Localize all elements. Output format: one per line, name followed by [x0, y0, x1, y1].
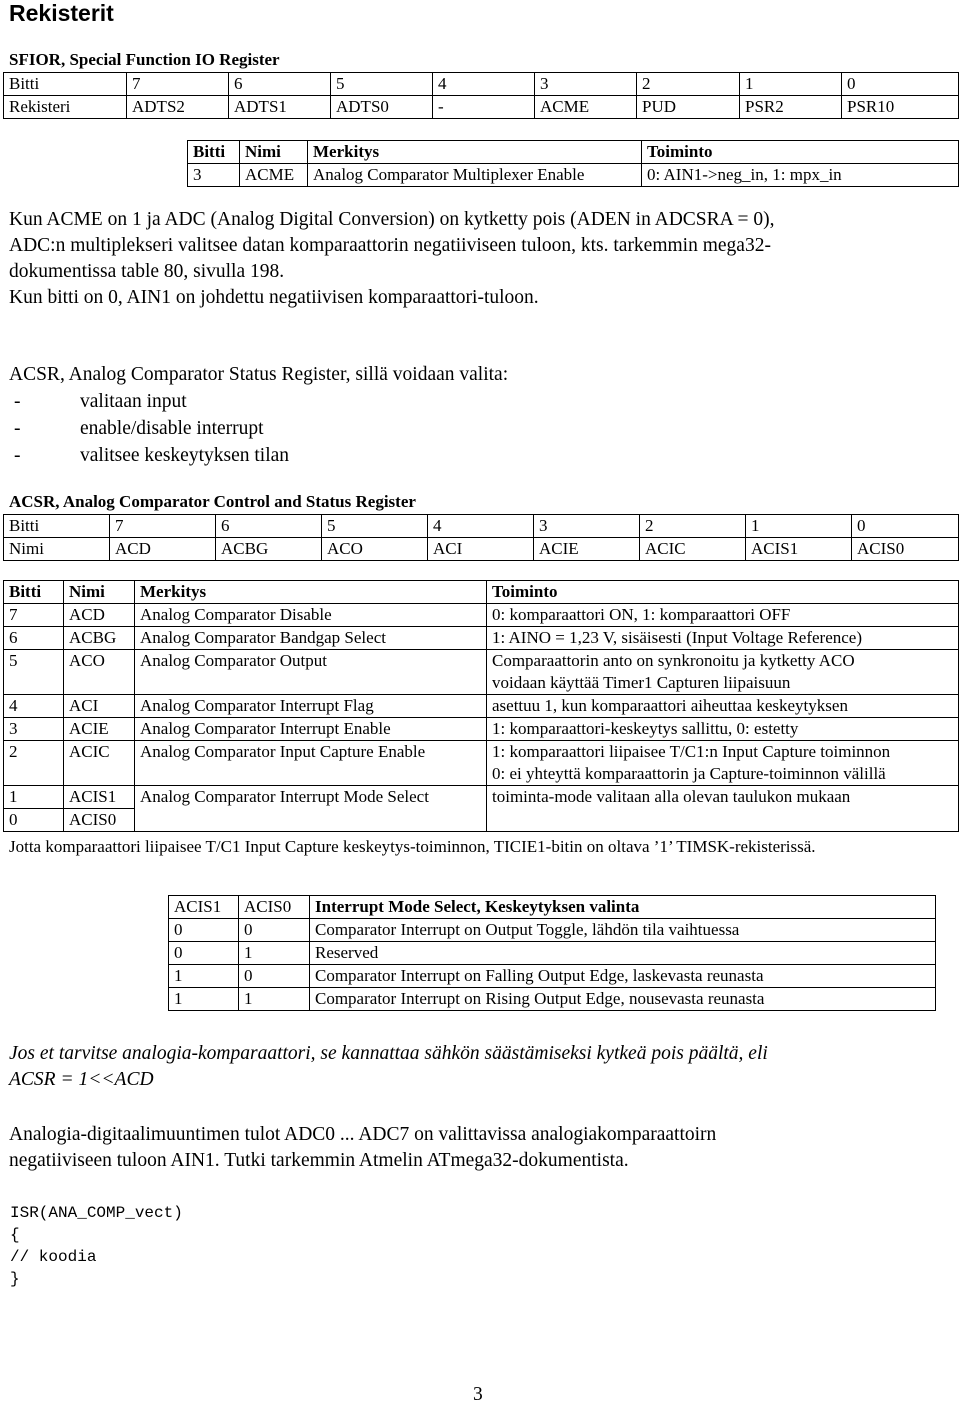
text-line: Kun bitti on 0, AIN1 on johdettu negatiivisen komparaattori-tuloon.	[9, 287, 539, 308]
acsr-name-row	[4, 538, 959, 561]
table-cell: 0: komparaattori ON, 1: komparaattori OFF	[487, 604, 959, 627]
code-line: {	[10, 1226, 20, 1244]
text-line: Jos et tarvitse analogia-komparaattori, se kannattaa sähkön säästämiseksi kytkeä pois päältä, eli	[9, 1043, 768, 1064]
text-line: Analogia-digitaalimuuntimen tulot ADC0 ... ADC7 on valittavissa analogiakomparaattoirn	[9, 1124, 717, 1145]
table-cell: -	[433, 96, 535, 119]
table-cell: Toiminto	[487, 581, 959, 604]
table-cell: 1	[239, 942, 310, 965]
acsr-intro: ACSR, Analog Comparator Status Register, sillä voidaan valita:	[9, 364, 509, 385]
cell-line: 1: komparaattori liipaisee T/C1:n Input Capture toiminnon	[492, 742, 891, 761]
list-item-text: enable/disable interrupt	[80, 418, 264, 439]
table-cell: 6	[229, 73, 331, 96]
text-line: ACSR = 1<<ACD	[9, 1069, 154, 1090]
table-cell: ACIS1	[169, 896, 239, 919]
acsr-footer-note: Jotta komparaattori liipaisee T/C1 Input Capture keskeytys-toiminnon, TICIE1-bitin on oltava ’1’ TIMSK-rekisterissä.	[9, 837, 816, 856]
cell-line: Comparaattorin anto on synkronoitu ja kytketty ACO	[492, 651, 855, 670]
table-cell: 1: komparaattori-keskeytys sallittu, 0: estetty	[487, 718, 959, 741]
table-cell: 5	[4, 650, 64, 695]
table-cell: asettuu 1, kun komparaattori aiheuttaa keskeytyksen	[487, 695, 959, 718]
table-cell: 3	[535, 73, 637, 96]
table-cell: ACIE	[64, 718, 135, 741]
table-row	[4, 718, 959, 741]
table-row	[4, 627, 959, 650]
table-cell: Analog Comparator Interrupt Flag	[135, 695, 487, 718]
interrupt-mode-table	[168, 895, 936, 1011]
sfior-name-row	[4, 96, 959, 119]
table-cell: PSR10	[842, 96, 959, 119]
table-cell: 7	[127, 73, 229, 96]
table-cell: Merkitys	[135, 581, 487, 604]
table-cell: Nimi	[240, 141, 308, 164]
table-cell: 1	[169, 965, 239, 988]
table-cell: ACIS1	[746, 538, 852, 561]
table-cell: 0	[842, 73, 959, 96]
list-item	[14, 415, 264, 442]
code-block	[10, 1202, 183, 1290]
table-cell: 3	[534, 515, 640, 538]
table-cell: Analog Comparator Disable	[135, 604, 487, 627]
table-cell: ACO	[322, 538, 428, 561]
cell-line: 0: ei yhteyttä komparaattorin ja Capture-toiminnon välillä	[492, 764, 886, 783]
page-title: Rekisterit	[9, 0, 114, 26]
table-cell: 6	[4, 627, 64, 650]
table-cell: 5	[322, 515, 428, 538]
acme-description	[9, 207, 954, 311]
table-cell: Analog Comparator Output	[135, 650, 487, 695]
acsr-heading: ACSR, Analog Comparator Control and Status Register	[9, 492, 416, 511]
table-cell: ACI	[64, 695, 135, 718]
acme-bit-table	[187, 140, 959, 187]
table-cell: Bitti	[188, 141, 240, 164]
table-row	[4, 786, 959, 809]
table-cell: ACBG	[216, 538, 322, 561]
table-cell: ACIE	[534, 538, 640, 561]
table-cell: Rekisteri	[4, 96, 127, 119]
acsr-register-table	[3, 514, 959, 561]
table-row	[4, 695, 959, 718]
table-cell: 0	[4, 809, 64, 832]
table-cell: ACIS1	[64, 786, 135, 809]
table-header-row	[188, 141, 959, 164]
list-item-text: valitsee keskeytyksen tilan	[80, 445, 290, 466]
table-cell: ADTS0	[331, 96, 433, 119]
table-cell: 0	[239, 965, 310, 988]
adc-description	[9, 1122, 954, 1174]
table-cell: ACIS0	[239, 896, 310, 919]
table-cell: Analog Comparator Multiplexer Enable	[308, 164, 642, 187]
table-cell: ADTS1	[229, 96, 331, 119]
table-cell: 3	[4, 718, 64, 741]
table-cell: Analog Comparator Interrupt Mode Select	[135, 786, 487, 809]
table-cell: ACME	[240, 164, 308, 187]
table-cell: 1	[239, 988, 310, 1011]
table-cell: 1	[4, 786, 64, 809]
table-cell	[135, 809, 487, 832]
table-cell: PSR2	[740, 96, 842, 119]
table-header-row	[4, 581, 959, 604]
sfior-heading: SFIOR, Special Function IO Register	[9, 50, 280, 69]
sfior-bit-row	[4, 73, 959, 96]
table-cell: ACIS0	[852, 538, 959, 561]
table-row	[4, 809, 959, 832]
bullet: -	[14, 391, 21, 412]
code-line: // koodia	[10, 1248, 97, 1266]
table-cell: 0	[852, 515, 959, 538]
table-row	[169, 965, 936, 988]
table-cell: Toiminto	[642, 141, 959, 164]
text-line: negatiiviseen tuloon AIN1. Tutki tarkemmin Atmelin ATmega32-dokumentista.	[9, 1150, 629, 1171]
table-cell: ADTS2	[127, 96, 229, 119]
text-line: dokumentissa table 80, sivulla 198.	[9, 261, 285, 282]
table-cell: Comparator Interrupt on Output Toggle, lähdön tila vaihtuessa	[310, 919, 936, 942]
table-row	[188, 164, 959, 187]
table-cell: Nimi	[4, 538, 110, 561]
table-cell: ACBG	[64, 627, 135, 650]
list-item	[14, 442, 289, 469]
table-row	[169, 988, 936, 1011]
table-cell: ACIC	[640, 538, 746, 561]
table-cell: 5	[331, 73, 433, 96]
table-cell: Comparator Interrupt on Falling Output Edge, laskevasta reunasta	[310, 965, 936, 988]
table-cell: Merkitys	[308, 141, 642, 164]
table-cell: 0	[239, 919, 310, 942]
text-line: ADC:n multiplekseri valitsee datan komparaattorin negatiiviseen tuloon, kts. tarkemmin mega32-	[9, 235, 771, 256]
sfior-register-table	[3, 72, 959, 119]
table-cell: Analog Comparator Interrupt Enable	[135, 718, 487, 741]
table-cell: 4	[433, 73, 535, 96]
table-row	[4, 604, 959, 627]
table-cell: Reserved	[310, 942, 936, 965]
table-cell: Nimi	[64, 581, 135, 604]
table-cell: PUD	[637, 96, 740, 119]
code-line: ISR(ANA_COMP_vect)	[10, 1204, 183, 1222]
table-cell: 4	[4, 695, 64, 718]
table-cell: 4	[428, 515, 534, 538]
table-cell: 1	[746, 515, 852, 538]
table-cell: 0	[169, 919, 239, 942]
code-line: }	[10, 1270, 20, 1288]
table-cell: 2	[640, 515, 746, 538]
bullet: -	[14, 418, 21, 439]
table-cell: 0	[169, 942, 239, 965]
table-cell: 3	[188, 164, 240, 187]
text-line: Kun ACME on 1 ja ADC (Analog Digital Conversion) on kytketty pois (ADEN in ADCSRA = 0),	[9, 209, 775, 230]
table-cell: ACME	[535, 96, 637, 119]
table-cell: ACI	[428, 538, 534, 561]
table-cell: 1	[740, 73, 842, 96]
table-cell	[487, 809, 959, 832]
table-cell: 2	[4, 741, 64, 786]
table-cell: 0: AIN1->neg_in, 1: mpx_in	[642, 164, 959, 187]
table-cell: ACIS0	[64, 809, 135, 832]
table-cell: 2	[637, 73, 740, 96]
table-cell: Analog Comparator Bandgap Select	[135, 627, 487, 650]
table-row	[169, 919, 936, 942]
table-cell: ACO	[64, 650, 135, 695]
table-cell: 7	[110, 515, 216, 538]
table-cell: Interrupt Mode Select, Keskeytyksen valinta	[310, 896, 936, 919]
table-row	[169, 942, 936, 965]
table-cell: Comparator Interrupt on Rising Output Edge, nousevasta reunasta	[310, 988, 936, 1011]
table-header-row	[169, 896, 936, 919]
table-row	[4, 650, 959, 695]
acsr-bits-table	[3, 580, 959, 832]
table-cell: 6	[216, 515, 322, 538]
list-item	[14, 388, 187, 415]
table-row	[4, 741, 959, 786]
table-cell: Analog Comparator Input Capture Enable	[135, 741, 487, 786]
table-cell: ACIC	[64, 741, 135, 786]
power-saving-note	[9, 1041, 954, 1093]
table-cell: 7	[4, 604, 64, 627]
table-cell: 1: AINO = 1,23 V, sisäisesti (Input Voltage Reference)	[487, 627, 959, 650]
table-cell: 1	[169, 988, 239, 1011]
table-cell: toiminta-mode valitaan alla olevan taulukon mukaan	[487, 786, 959, 809]
table-cell: Bitti	[4, 581, 64, 604]
table-cell: ACD	[110, 538, 216, 561]
page-number: 3	[473, 1384, 483, 1405]
list-item-text: valitaan input	[80, 391, 187, 412]
table-cell: Bitti	[4, 73, 127, 96]
cell-line: voidaan käyttää Timer1 Capturen liipaisuun	[492, 673, 791, 692]
table-cell	[487, 650, 959, 695]
bullet: -	[14, 445, 21, 466]
table-cell: ACD	[64, 604, 135, 627]
table-cell	[487, 741, 959, 786]
table-cell: Bitti	[4, 515, 110, 538]
acsr-bit-row	[4, 515, 959, 538]
